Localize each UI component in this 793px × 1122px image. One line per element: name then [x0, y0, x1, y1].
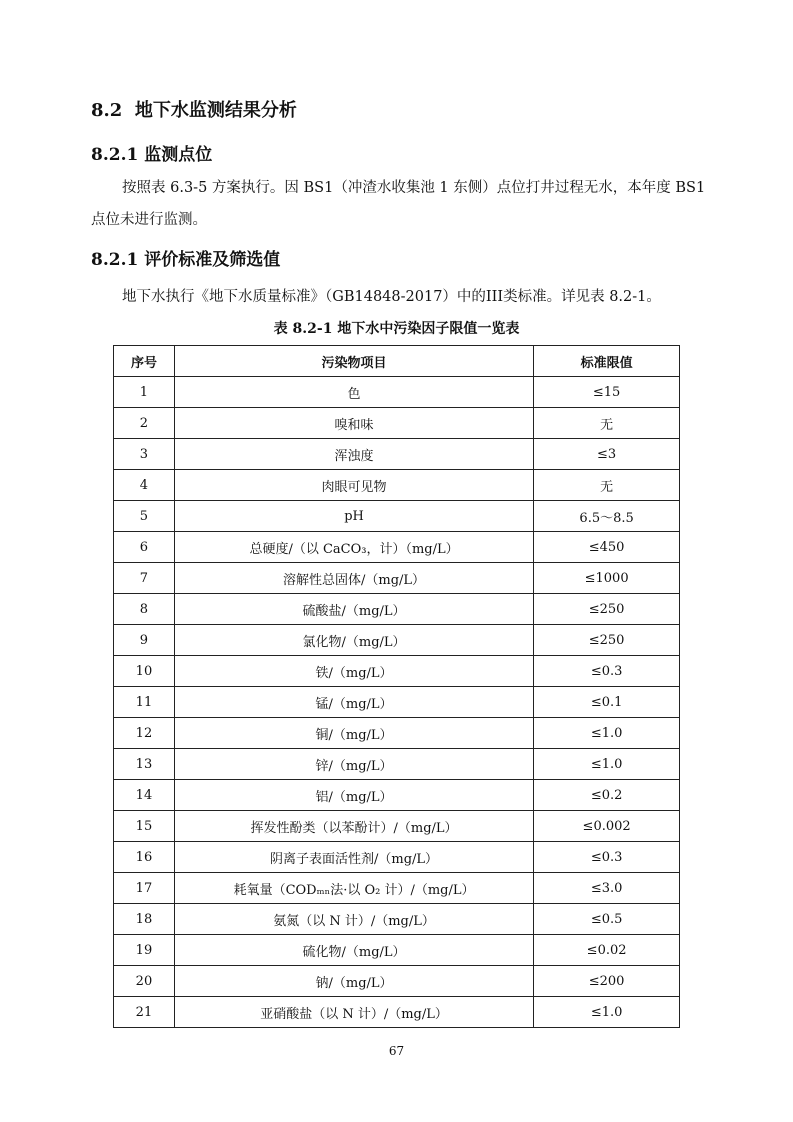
- row-index: 7: [114, 563, 175, 594]
- row-limit: ≤15: [534, 377, 680, 408]
- row-item: pH: [174, 501, 533, 532]
- section-title: 地下水监测结果分析: [134, 100, 297, 121]
- table-row: [114, 470, 680, 501]
- row-limit: 6.5～8.5: [534, 501, 680, 532]
- row-item: 铝/（mg/L）: [174, 780, 533, 811]
- row-item: 挥发性酚类（以苯酚计）/（mg/L）: [174, 811, 533, 842]
- row-index: 3: [114, 439, 175, 470]
- row-limit: ≤0.2: [534, 780, 680, 811]
- section-number: 8.2: [91, 100, 123, 121]
- row-item: 氨氮（以 N 计）/（mg/L）: [174, 904, 533, 935]
- row-item: 铜/（mg/L）: [174, 718, 533, 749]
- row-limit: ≤0.3: [534, 656, 680, 687]
- row-index: 20: [114, 966, 175, 997]
- table-row: [114, 563, 680, 594]
- row-item: 浑浊度: [174, 439, 533, 470]
- table-row: [114, 997, 680, 1028]
- row-limit: ≤1.0: [534, 997, 680, 1028]
- row-limit: ≤1.0: [534, 718, 680, 749]
- row-index: 9: [114, 625, 175, 656]
- row-index: 12: [114, 718, 175, 749]
- row-limit: ≤1000: [534, 563, 680, 594]
- row-item: 溶解性总固体/（mg/L）: [174, 563, 533, 594]
- row-item: 色: [174, 377, 533, 408]
- row-limit: ≤0.02: [534, 935, 680, 966]
- standard-paragraph: 地下水执行《地下水质量标准》（GB14848-2017）中的III类标准。详见表 8.2-1。: [122, 289, 661, 305]
- row-item: 铁/（mg/L）: [174, 656, 533, 687]
- row-index: 19: [114, 935, 175, 966]
- row-index: 6: [114, 532, 175, 563]
- page-number: 67: [388, 1044, 405, 1058]
- row-item: 钠/（mg/L）: [174, 966, 533, 997]
- pollutant-limits-table: [113, 345, 680, 1028]
- row-index: 2: [114, 408, 175, 439]
- table-row: [114, 656, 680, 687]
- row-index: 1: [114, 377, 175, 408]
- table-row: [114, 377, 680, 408]
- row-limit: ≤250: [534, 625, 680, 656]
- row-limit: ≤0.002: [534, 811, 680, 842]
- table-row: [114, 966, 680, 997]
- table-row: [114, 718, 680, 749]
- row-limit: ≤3: [534, 439, 680, 470]
- table-row: [114, 749, 680, 780]
- row-limit: 无: [534, 408, 680, 439]
- row-item: 硫酸盐/（mg/L）: [174, 594, 533, 625]
- row-item: 总硬度/（以 CaCO₃，计）（mg/L）: [174, 532, 533, 563]
- row-item: 锌/（mg/L）: [174, 749, 533, 780]
- row-limit: ≤0.3: [534, 842, 680, 873]
- section-heading: [91, 96, 297, 122]
- row-index: 10: [114, 656, 175, 687]
- table-row: [114, 780, 680, 811]
- row-item: 肉眼可见物: [174, 470, 533, 501]
- row-index: 18: [114, 904, 175, 935]
- row-item: 氯化物/（mg/L）: [174, 625, 533, 656]
- row-item: 耗氧量（CODₘₙ法·以 O₂ 计）/（mg/L）: [174, 873, 533, 904]
- table-row: [114, 408, 680, 439]
- row-limit: ≤450: [534, 532, 680, 563]
- row-limit: ≤3.0: [534, 873, 680, 904]
- standard-heading: 8.2.1 评价标准及筛选值: [91, 250, 281, 270]
- row-index: 13: [114, 749, 175, 780]
- row-limit: ≤0.1: [534, 687, 680, 718]
- header-item: 污染物项目: [174, 346, 533, 377]
- monitor-heading: 8.2.1 监测点位: [91, 145, 213, 165]
- table-row: [114, 594, 680, 625]
- table-row: [114, 625, 680, 656]
- table-header-row: [114, 346, 680, 377]
- row-item: 阴离子表面活性剂/（mg/L）: [174, 842, 533, 873]
- row-index: 21: [114, 997, 175, 1028]
- table-row: [114, 532, 680, 563]
- table-row: [114, 501, 680, 532]
- row-item: 硫化物/（mg/L）: [174, 935, 533, 966]
- table-row: [114, 873, 680, 904]
- table-row: [114, 842, 680, 873]
- row-item: 亚硝酸盐（以 N 计）/（mg/L）: [174, 997, 533, 1028]
- row-limit: ≤0.5: [534, 904, 680, 935]
- row-index: 15: [114, 811, 175, 842]
- row-index: 4: [114, 470, 175, 501]
- row-limit: ≤250: [534, 594, 680, 625]
- table-body: [114, 377, 680, 1028]
- row-limit: 无: [534, 470, 680, 501]
- table-caption: 表 8.2-1 地下水中污染因子限值一览表: [273, 321, 520, 337]
- row-index: 14: [114, 780, 175, 811]
- row-index: 8: [114, 594, 175, 625]
- header-limit: 标准限值: [534, 346, 680, 377]
- table-row: [114, 935, 680, 966]
- table-row: [114, 904, 680, 935]
- monitor-paragraph: 按照表 6.3-5 方案执行。因 BS1（冲渣水收集池 1 东侧）点位打井过程无水，本年度 BS1 点位未进行监测。: [91, 180, 706, 228]
- table-row: [114, 811, 680, 842]
- row-limit: ≤200: [534, 966, 680, 997]
- row-index: 17: [114, 873, 175, 904]
- header-index: 序号: [114, 346, 175, 377]
- row-limit: ≤1.0: [534, 749, 680, 780]
- table-row: [114, 439, 680, 470]
- row-item: 锰/（mg/L）: [174, 687, 533, 718]
- row-index: 16: [114, 842, 175, 873]
- table-row: [114, 687, 680, 718]
- row-index: 5: [114, 501, 175, 532]
- row-item: 嗅和味: [174, 408, 533, 439]
- row-index: 11: [114, 687, 175, 718]
